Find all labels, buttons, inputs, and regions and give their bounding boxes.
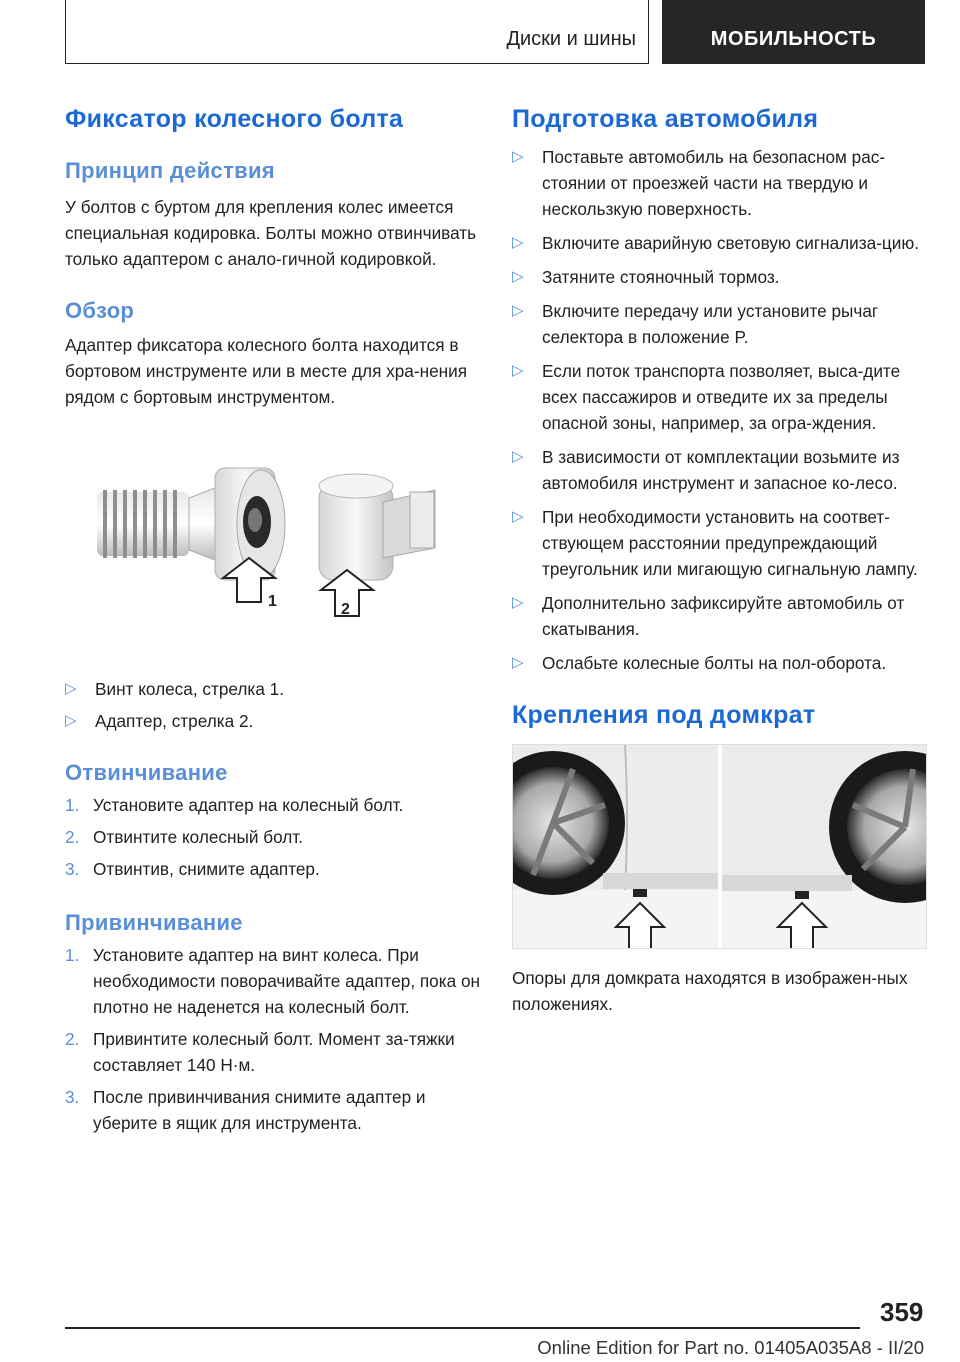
prep-item: ▷ Включите передачу или установите рычаг селектора в положение P. bbox=[512, 298, 927, 350]
callout-1: 1 bbox=[268, 593, 277, 610]
principle-text: У болтов с буртом для крепления колес имеется специальная кодировка. Болты можно отвинчивать только адаптером с анало-гичной кодировкой. bbox=[65, 197, 477, 269]
page-number: 359 bbox=[880, 1297, 924, 1327]
screw-steps bbox=[65, 942, 483, 1136]
bullet-triangle-icon: ▷ bbox=[512, 234, 524, 251]
prep-item: ▷ Поставьте автомобиль на безопасном рас-стоянии от проезжей части на твердую и нескользкую поверхность. bbox=[512, 144, 927, 222]
bolt-adapter-figure bbox=[65, 454, 483, 654]
unscrew-heading: Отвинчивание bbox=[65, 760, 228, 785]
callout-2: 2 bbox=[341, 601, 350, 618]
step-item: 2. Привинтите колесный болт. Момент за-тяжки составляет 140 Н·м. bbox=[65, 1029, 455, 1075]
front-jack-panel bbox=[513, 745, 718, 949]
step-item: 1. Установите адаптер на винт колеса. При необходимости поворачивайте адаптер, пока он плотно не наденется на колесный болт. bbox=[65, 945, 481, 1017]
bullet-triangle-icon: ▷ bbox=[512, 148, 524, 165]
prep-title: Подготовка автомобиля bbox=[512, 105, 819, 133]
chapter-tab bbox=[662, 0, 925, 64]
legend-item: ▷ Винт колеса, стрелка 1. bbox=[65, 676, 483, 702]
step-item: 2. Отвинтите колесный болт. bbox=[65, 827, 304, 847]
screw-heading: Привинчивание bbox=[65, 910, 243, 935]
unscrew-steps bbox=[65, 792, 483, 882]
principle-heading: Принцип действия bbox=[65, 158, 275, 183]
section-tab bbox=[65, 0, 649, 64]
bolt-adapter-illustration bbox=[65, 454, 483, 654]
bullet-triangle-icon: ▷ bbox=[65, 712, 77, 729]
bolt-lock-title: Фиксатор колесного болта bbox=[65, 105, 404, 133]
section-title: Диски и шины bbox=[506, 28, 636, 50]
chapter-title: МОБИЛЬНОСТЬ bbox=[710, 28, 877, 50]
bullet-triangle-icon: ▷ bbox=[65, 680, 77, 697]
prep-item: ▷ Если поток транспорта позволяет, выса-дите всех пассажиров и отведите их за пределы опасной зоны, например, за огра-ждения. bbox=[512, 358, 927, 436]
rear-jack-panel bbox=[722, 745, 927, 949]
left-column bbox=[65, 102, 483, 1136]
step-item: 1. Установите адаптер на колесный болт. bbox=[65, 795, 404, 815]
prep-item: ▷ Включите аварийную световую сигнализа-цию. bbox=[512, 230, 927, 256]
prep-item: ▷ При необходимости установить на соответ-ствующем расстоянии предупреждающий треугольник или мигающую сигнальную лампу. bbox=[512, 504, 927, 582]
overview-text: Адаптер фиксатора колесного болта находится в бортовом инструменте или в месте для хра-нения рядом с бортовым инструментом. bbox=[65, 335, 468, 407]
right-column bbox=[512, 102, 927, 1017]
prep-item: ▷ Затяните стояночный тормоз. bbox=[512, 264, 927, 290]
adapter-graphic bbox=[319, 474, 435, 580]
prep-item: ▷ Дополнительно зафиксируйте автомобиль от скатывания. bbox=[512, 590, 927, 642]
jack-points-illustration bbox=[513, 745, 927, 949]
page-header bbox=[65, 0, 925, 64]
prep-item: ▷ В зависимости от комплектации возьмите из автомобиля инструмент и запасное ко-лесо. bbox=[512, 444, 927, 496]
bullet-triangle-icon: ▷ bbox=[512, 654, 524, 671]
step-item: 3. После привинчивания снимите адаптер и уберите в ящик для инструмента. bbox=[65, 1087, 426, 1133]
edition-text: Online Edition for Part no. 01405A035A8 - II/20 bbox=[537, 1337, 924, 1358]
prep-list bbox=[512, 144, 927, 676]
jack-title: Крепления под домкрат bbox=[512, 701, 816, 729]
prep-item: ▷ Ослабьте колесные болты на пол-оборота. bbox=[512, 650, 927, 676]
legend-item: ▷ Адаптер, стрелка 2. bbox=[65, 708, 483, 734]
bullet-triangle-icon: ▷ bbox=[512, 448, 524, 465]
footer-divider bbox=[65, 1327, 860, 1329]
figure-legend bbox=[65, 676, 483, 734]
bullet-triangle-icon: ▷ bbox=[512, 362, 524, 379]
step-item: 3. Отвинтив, снимите адаптер. bbox=[65, 859, 320, 879]
overview-heading: Обзор bbox=[65, 298, 135, 323]
jack-caption: Опоры для домкрата находятся в изображен-ных положениях. bbox=[512, 968, 908, 1014]
jack-points-figure bbox=[512, 744, 927, 949]
bullet-triangle-icon: ▷ bbox=[512, 302, 524, 319]
bullet-triangle-icon: ▷ bbox=[512, 594, 524, 611]
bullet-triangle-icon: ▷ bbox=[512, 508, 524, 525]
bullet-triangle-icon: ▷ bbox=[512, 268, 524, 285]
